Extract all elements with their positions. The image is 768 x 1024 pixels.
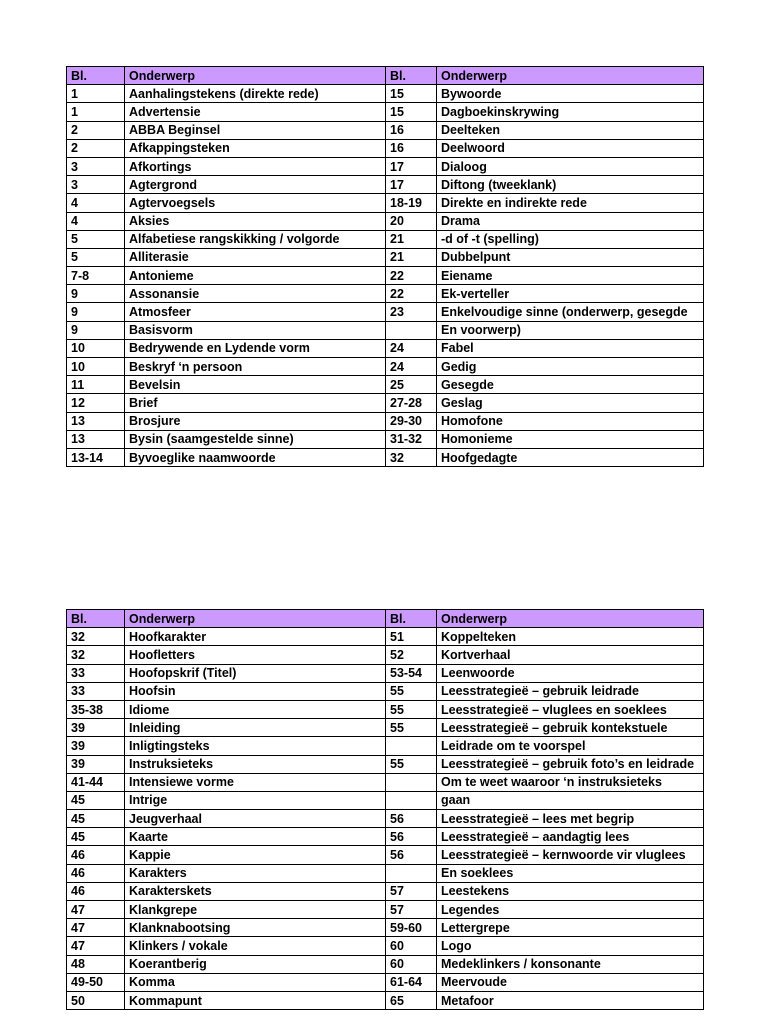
- topic-cell: -d of -t (spelling): [437, 230, 704, 248]
- topic-cell: Komma: [125, 973, 386, 991]
- topic-cell: Kaarte: [125, 828, 386, 846]
- topic-cell: Klanknabootsing: [125, 919, 386, 937]
- page-number-cell: 2: [67, 121, 125, 139]
- page-number-cell: 32: [67, 646, 125, 664]
- topic-column-header: Onderwerp: [125, 610, 386, 628]
- topic-cell: Lettergrepe: [437, 919, 704, 937]
- page-number-cell: 45: [67, 828, 125, 846]
- topic-cell: Leesstrategieë – lees met begrip: [437, 810, 704, 828]
- page-number-cell: 2: [67, 139, 125, 157]
- page-number-cell: 29-30: [386, 412, 437, 430]
- table-row: [67, 85, 704, 103]
- table-row: [67, 194, 704, 212]
- table-body: [67, 628, 704, 1010]
- page-number-cell: 5: [67, 248, 125, 266]
- page-number-cell: 24: [386, 358, 437, 376]
- table-row: [67, 991, 704, 1009]
- page-column-header: Bl.: [67, 67, 125, 85]
- table-row: [67, 139, 704, 157]
- table-row: [67, 955, 704, 973]
- page-number-cell: 57: [386, 882, 437, 900]
- topic-cell: Klankgrepe: [125, 901, 386, 919]
- page-number-cell: 13: [67, 430, 125, 448]
- topic-cell: Geslag: [437, 394, 704, 412]
- page-number-cell: 39: [67, 755, 125, 773]
- topic-cell: Aksies: [125, 212, 386, 230]
- topic-cell: Kortverhaal: [437, 646, 704, 664]
- topic-cell: Bedrywende en Lydende vorm: [125, 339, 386, 357]
- table-row: [67, 394, 704, 412]
- page-number-cell: 65: [386, 991, 437, 1009]
- page-number-cell: [386, 773, 437, 791]
- page-number-cell: [386, 321, 437, 339]
- topic-cell: Eiename: [437, 267, 704, 285]
- page-number-cell: 20: [386, 212, 437, 230]
- topic-cell: Bysin (saamgestelde sinne): [125, 430, 386, 448]
- topic-cell: Intrige: [125, 791, 386, 809]
- page-number-cell: 9: [67, 321, 125, 339]
- page-number-cell: 24: [386, 339, 437, 357]
- page-number-cell: 60: [386, 937, 437, 955]
- page-number-cell: 46: [67, 846, 125, 864]
- table-row: [67, 882, 704, 900]
- topic-cell: Alliterasie: [125, 248, 386, 266]
- header-row: [67, 610, 704, 628]
- topic-cell: Afkappingsteken: [125, 139, 386, 157]
- topic-cell: Drama: [437, 212, 704, 230]
- topic-cell: Karakters: [125, 864, 386, 882]
- page-number-cell: 53-54: [386, 664, 437, 682]
- topic-cell: Byvoeglike naamwoorde: [125, 448, 386, 466]
- topic-cell: Deelteken: [437, 121, 704, 139]
- table-row: [67, 339, 704, 357]
- topic-cell: Agtervoegsels: [125, 194, 386, 212]
- topic-cell: Kappie: [125, 846, 386, 864]
- table-row: [67, 303, 704, 321]
- topic-cell: Dagboekinskrywing: [437, 103, 704, 121]
- topic-cell: Jeugverhaal: [125, 810, 386, 828]
- page-number-cell: 52: [386, 646, 437, 664]
- page-column-header: Bl.: [67, 610, 125, 628]
- table-row: [67, 937, 704, 955]
- topic-cell: Intensiewe vorme: [125, 773, 386, 791]
- page-number-cell: 17: [386, 157, 437, 175]
- table-row: [67, 248, 704, 266]
- topic-cell: Leesstrategieë – kernwoorde vir vluglees: [437, 846, 704, 864]
- table-row: [67, 646, 704, 664]
- topic-cell: Deelwoord: [437, 139, 704, 157]
- topic-cell: Idiome: [125, 700, 386, 718]
- page-number-cell: 21: [386, 248, 437, 266]
- topic-cell: Aanhalingstekens (direkte rede): [125, 85, 386, 103]
- page-number-cell: 21: [386, 230, 437, 248]
- page-number-cell: 1: [67, 85, 125, 103]
- topic-column-header: Onderwerp: [125, 67, 386, 85]
- topic-cell: Metafoor: [437, 991, 704, 1009]
- page-number-cell: 32: [386, 448, 437, 466]
- table-row: [67, 919, 704, 937]
- page-number-cell: 11: [67, 376, 125, 394]
- page-number-cell: 18-19: [386, 194, 437, 212]
- table-row: [67, 176, 704, 194]
- topic-cell: Antonieme: [125, 267, 386, 285]
- page-number-cell: 61-64: [386, 973, 437, 991]
- table-row: [67, 682, 704, 700]
- page-number-cell: 10: [67, 339, 125, 357]
- page-number-cell: 39: [67, 737, 125, 755]
- topic-cell: Inligtingsteks: [125, 737, 386, 755]
- topic-cell: Hoofopskrif (Titel): [125, 664, 386, 682]
- page-number-cell: 4: [67, 212, 125, 230]
- topic-cell: Beskryf ‘n persoon: [125, 358, 386, 376]
- topic-cell: Brief: [125, 394, 386, 412]
- table-row: [67, 719, 704, 737]
- table-row: [67, 412, 704, 430]
- topic-cell: Agtergrond: [125, 176, 386, 194]
- page-number-cell: [386, 864, 437, 882]
- page-number-cell: 13-14: [67, 448, 125, 466]
- topic-cell: Enkelvoudige sinne (onderwerp, gesegde: [437, 303, 704, 321]
- topic-cell: Homofone: [437, 412, 704, 430]
- topic-cell: Gesegde: [437, 376, 704, 394]
- page-number-cell: 60: [386, 955, 437, 973]
- page-column-header: Bl.: [386, 610, 437, 628]
- topic-cell: Atmosfeer: [125, 303, 386, 321]
- topic-cell: Leesstrategieë – vluglees en soeklees: [437, 700, 704, 718]
- page-number-cell: 49-50: [67, 973, 125, 991]
- page-number-cell: 35-38: [67, 700, 125, 718]
- topic-cell: Brosjure: [125, 412, 386, 430]
- table-row: [67, 773, 704, 791]
- page-number-cell: 56: [386, 828, 437, 846]
- page-number-cell: [386, 737, 437, 755]
- page-number-cell: 47: [67, 937, 125, 955]
- topic-cell: Leesstrategieë – gebruik kontekstuele: [437, 719, 704, 737]
- index-table-1: [66, 66, 704, 467]
- table-row: [67, 973, 704, 991]
- page-number-cell: 17: [386, 176, 437, 194]
- table-header: [67, 67, 704, 85]
- topic-cell: Diftong (tweeklank): [437, 176, 704, 194]
- topic-cell: Karakterskets: [125, 882, 386, 900]
- topic-cell: Medeklinkers / konsonante: [437, 955, 704, 973]
- topic-column-header: Onderwerp: [437, 67, 704, 85]
- topic-cell: Logo: [437, 937, 704, 955]
- table-row: [67, 755, 704, 773]
- table-row: [67, 791, 704, 809]
- table-row: [67, 901, 704, 919]
- page-column-header: Bl.: [386, 67, 437, 85]
- page-number-cell: 57: [386, 901, 437, 919]
- table-row: [67, 448, 704, 466]
- page-number-cell: 31-32: [386, 430, 437, 448]
- page-number-cell: 33: [67, 682, 125, 700]
- table-row: [67, 121, 704, 139]
- page-number-cell: 22: [386, 267, 437, 285]
- page-number-cell: 4: [67, 194, 125, 212]
- page-number-cell: 48: [67, 955, 125, 973]
- table-row: [67, 737, 704, 755]
- table-row: [67, 212, 704, 230]
- topic-cell: Kommapunt: [125, 991, 386, 1009]
- table-row: [67, 230, 704, 248]
- topic-cell: Meervoude: [437, 973, 704, 991]
- page-number-cell: 15: [386, 85, 437, 103]
- table-row: [67, 285, 704, 303]
- page-number-cell: 16: [386, 121, 437, 139]
- page-number-cell: 56: [386, 810, 437, 828]
- topic-cell: Direkte en indirekte rede: [437, 194, 704, 212]
- table-row: [67, 358, 704, 376]
- topic-cell: Assonansie: [125, 285, 386, 303]
- page-number-cell: 45: [67, 810, 125, 828]
- topic-cell: Instruksieteks: [125, 755, 386, 773]
- index-table-2: [66, 609, 704, 1010]
- page-number-cell: [386, 791, 437, 809]
- topic-cell: Om te weet waaroor ‘n instruksieteks: [437, 773, 704, 791]
- page-number-cell: 45: [67, 791, 125, 809]
- topic-cell: Leidrade om te voorspel: [437, 737, 704, 755]
- topic-cell: Dialoog: [437, 157, 704, 175]
- topic-cell: Gedig: [437, 358, 704, 376]
- page-number-cell: 3: [67, 176, 125, 194]
- table-row: [67, 430, 704, 448]
- page-number-cell: 51: [386, 628, 437, 646]
- page-number-cell: 32: [67, 628, 125, 646]
- topic-cell: Inleiding: [125, 719, 386, 737]
- topic-cell: Homonieme: [437, 430, 704, 448]
- page-number-cell: 39: [67, 719, 125, 737]
- topic-column-header: Onderwerp: [437, 610, 704, 628]
- topic-cell: En voorwerp): [437, 321, 704, 339]
- page-number-cell: 59-60: [386, 919, 437, 937]
- topic-cell: ABBA Beginsel: [125, 121, 386, 139]
- topic-cell: Leenwoorde: [437, 664, 704, 682]
- topic-cell: Ek-verteller: [437, 285, 704, 303]
- topic-cell: Leestekens: [437, 882, 704, 900]
- page-number-cell: 55: [386, 755, 437, 773]
- page-number-cell: 47: [67, 919, 125, 937]
- table-row: [67, 267, 704, 285]
- table-row: [67, 846, 704, 864]
- page-number-cell: 33: [67, 664, 125, 682]
- topic-cell: Advertensie: [125, 103, 386, 121]
- topic-cell: Hoofkarakter: [125, 628, 386, 646]
- topic-cell: Hoofsin: [125, 682, 386, 700]
- table-body: [67, 85, 704, 467]
- page-number-cell: 12: [67, 394, 125, 412]
- table-row: [67, 321, 704, 339]
- page-number-cell: 55: [386, 700, 437, 718]
- table-row: [67, 864, 704, 882]
- page-number-cell: 15: [386, 103, 437, 121]
- topic-cell: En soeklees: [437, 864, 704, 882]
- topic-cell: Koppelteken: [437, 628, 704, 646]
- page-number-cell: 47: [67, 901, 125, 919]
- table-row: [67, 157, 704, 175]
- topic-cell: Alfabetiese rangskikking / volgorde: [125, 230, 386, 248]
- topic-cell: Klinkers / vokale: [125, 937, 386, 955]
- topic-cell: Hoofletters: [125, 646, 386, 664]
- topic-cell: Leesstrategieë – gebruik leidrade: [437, 682, 704, 700]
- page-number-cell: 16: [386, 139, 437, 157]
- topic-cell: Fabel: [437, 339, 704, 357]
- page-number-cell: 13: [67, 412, 125, 430]
- page-number-cell: 50: [67, 991, 125, 1009]
- topic-cell: Leesstrategieë – gebruik foto’s en leidrade: [437, 755, 704, 773]
- page-number-cell: 23: [386, 303, 437, 321]
- page-number-cell: 3: [67, 157, 125, 175]
- page-number-cell: 46: [67, 882, 125, 900]
- page-number-cell: 27-28: [386, 394, 437, 412]
- table-row: [67, 664, 704, 682]
- page-number-cell: 46: [67, 864, 125, 882]
- page-number-cell: 1: [67, 103, 125, 121]
- page-number-cell: 5: [67, 230, 125, 248]
- table-header: [67, 610, 704, 628]
- header-row: [67, 67, 704, 85]
- page-number-cell: 9: [67, 303, 125, 321]
- page-number-cell: 55: [386, 719, 437, 737]
- page-number-cell: 56: [386, 846, 437, 864]
- table-row: [67, 700, 704, 718]
- topic-cell: Leesstrategieë – aandagtig lees: [437, 828, 704, 846]
- page-number-cell: 7-8: [67, 267, 125, 285]
- topic-cell: Basisvorm: [125, 321, 386, 339]
- topic-cell: Afkortings: [125, 157, 386, 175]
- topic-cell: Dubbelpunt: [437, 248, 704, 266]
- topic-cell: gaan: [437, 791, 704, 809]
- table-row: [67, 810, 704, 828]
- table-row: [67, 103, 704, 121]
- page-number-cell: 41-44: [67, 773, 125, 791]
- page-number-cell: 10: [67, 358, 125, 376]
- table-row: [67, 376, 704, 394]
- page-number-cell: 9: [67, 285, 125, 303]
- page-number-cell: 55: [386, 682, 437, 700]
- table-row: [67, 828, 704, 846]
- table-row: [67, 628, 704, 646]
- page-number-cell: 25: [386, 376, 437, 394]
- page-number-cell: 22: [386, 285, 437, 303]
- topic-cell: Legendes: [437, 901, 704, 919]
- topic-cell: Hoofgedagte: [437, 448, 704, 466]
- topic-cell: Bevelsin: [125, 376, 386, 394]
- topic-cell: Bywoorde: [437, 85, 704, 103]
- topic-cell: Koerantberig: [125, 955, 386, 973]
